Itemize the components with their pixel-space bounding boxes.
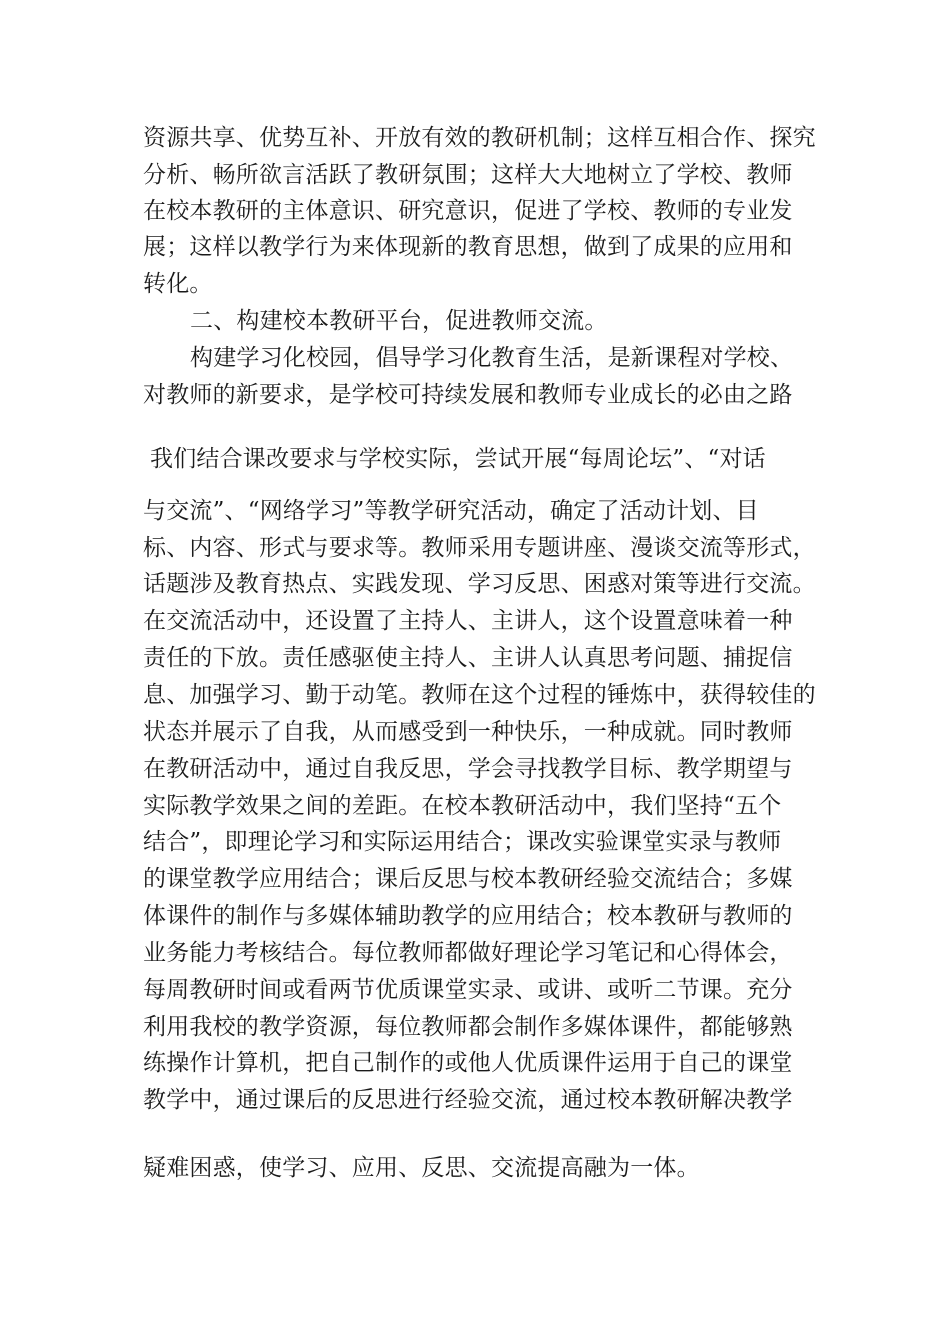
text-line-18: 实际教学效果之间的差距。在校本教研活动中，我们坚持“五个 [143,793,782,819]
text-line-10: 与交流”、“网络学习”等教学研究活动，确定了活动计划、目 [143,498,759,524]
text-line-2: 分析、畅所欲言活跃了教研氛围；这样大大地树立了学校、教师 [143,162,793,188]
text-line-7: 构建学习化校园，倡导学习化教育生活，是新课程对学校、 [190,345,794,371]
text-line-23: 每周教研时间或看两节优质课堂实录、或讲、或听二节课。充分 [143,977,793,1003]
text-line-24: 利用我校的教学资源，每位教师都会制作多媒体课件，都能够熟 [143,1014,793,1040]
text-line-20: 的课堂教学应用结合；课后反思与校本教研经验交流结合；多媒 [143,866,793,892]
section-heading: 二、构建校本教研平台，促进教师交流。 [190,308,608,334]
text-line-9: 我们结合课改要求与学校实际，尝试开展“每周论坛”、“对话 [150,446,766,472]
text-line-22: 业务能力考核结合。每位教师都做好理论学习笔记和心得体会， [143,940,793,966]
text-line-11: 标、内容、形式与要求等。教师采用专题讲座、漫谈交流等形式， [143,535,816,561]
text-line-13: 在交流活动中，还设置了主持人、主讲人，这个设置意味着一种 [143,608,793,634]
text-line-8: 对教师的新要求，是学校可持续发展和教师专业成长的必由之路 [143,382,793,408]
text-line-25: 练操作计算机，把自己制作的或他人优质课件运用于自己的课堂 [143,1050,793,1076]
text-line-26: 教学中，通过课后的反思进行经验交流，通过校本教研解决教学 [143,1087,793,1113]
text-line-5: 转化。 [143,271,213,297]
text-line-12: 话题涉及教育热点、实践发现、学习反思、困惑对策等进行交流。 [143,571,816,597]
text-line-19: 结合”，即理论学习和实际运用结合；课改实验课堂实录与教师 [143,829,782,855]
text-line-3: 在校本教研的主体意识、研究意识，促进了学校、教师的专业发 [143,198,793,224]
text-line-17: 在教研活动中，通过自我反思，学会寻找教学目标、教学期望与 [143,756,793,782]
text-line-14: 责任的下放。责任感驱使主持人、主讲人认真思考问题、捕捉信 [143,645,793,671]
text-line-1: 资源共享、优势互补、开放有效的教研机制；这样互相合作、探究 [143,125,816,151]
text-line-21: 体课件的制作与多媒体辅助教学的应用结合；校本教研与教师的 [143,903,793,929]
text-line-16: 状态并展示了自我，从而感受到一种快乐，一种成就。同时教师 [143,719,793,745]
text-line-15: 息、加强学习、勤于动笔。教师在这个过程的锤炼中，获得较佳的 [143,682,816,708]
text-line-27: 疑难困惑，使学习、应用、反思、交流提高融为一体。 [143,1155,700,1181]
text-line-4: 展；这样以教学行为来体现新的教育思想，做到了成果的应用和 [143,234,793,260]
